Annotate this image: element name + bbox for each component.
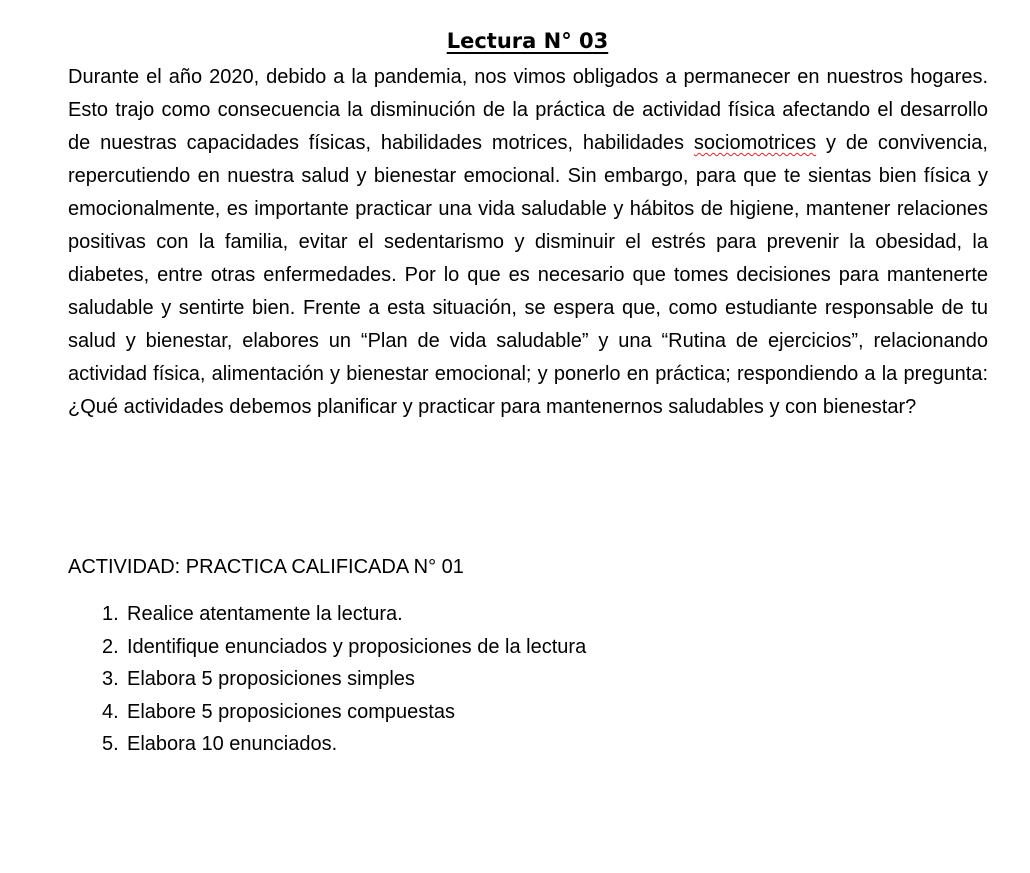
- paragraph-text-start: Durante el año 2020, debido a la pandemia, nos vimos obligados a permanecer en nuestros hogares. Esto trajo como consecuencia la disminución de la práctica de actividad física afectando el desarrollo de nuestras capacidades físicas, habilidades motrices, habilidades: [68, 66, 988, 154]
- document-title: Lectura N° 03: [446, 29, 609, 54]
- task-item: [102, 728, 586, 761]
- task-item: [102, 598, 586, 631]
- task-number: 5.: [102, 733, 119, 755]
- task-text: Elabora 5 proposiciones simples: [127, 668, 415, 690]
- task-number: 4.: [102, 700, 119, 723]
- task-text: Elabore 5 proposiciones compuestas: [127, 700, 455, 723]
- task-text: Identifique enunciados y proposiciones de la lectura: [127, 635, 587, 658]
- task-number: 2.: [102, 635, 119, 658]
- task-item: [102, 696, 586, 729]
- reading-paragraph: [68, 61, 988, 424]
- paragraph-text-end: y de convivencia, repercutiendo en nuestra salud y bienestar emocional. Sin embargo, para que te sientas bien física y emocionalmente, es importante practicar una vida saludable y hábitos de higiene, mantener relaciones positivas con la familia, evitar el sedentarismo y disminuir el estrés para prevenir la obesidad, la diabetes, entre otras enfermedades. Por lo que es necesario que tomes decisiones para mantenerte saludable y sentirte bien. Frente a esta situación, se espera que, como estudiante responsable de tu salud y bienestar, elabores un “Plan de vida saludable” y una “Rutina de ejercicios”, relacionando actividad física, alimentación y bienestar emocional; y ponerlo en práctica; respondiendo a la pregunta: ¿Qué actividades debemos planificar y practicar para mantenernos saludables y con bienestar?: [68, 132, 988, 418]
- spellcheck-marked-word[interactable]: sociomotrices: [693, 132, 817, 154]
- task-number: 3.: [102, 668, 119, 690]
- task-list: [102, 598, 586, 761]
- task-item: [102, 663, 586, 696]
- task-number: 1.: [102, 603, 119, 625]
- task-item: [102, 631, 586, 664]
- activity-heading: ACTIVIDAD: PRACTICA CALIFICADA N° 01: [68, 556, 464, 578]
- task-text: Realice atentamente la lectura.: [127, 603, 403, 625]
- task-text: Elabora 10 enunciados.: [127, 733, 338, 755]
